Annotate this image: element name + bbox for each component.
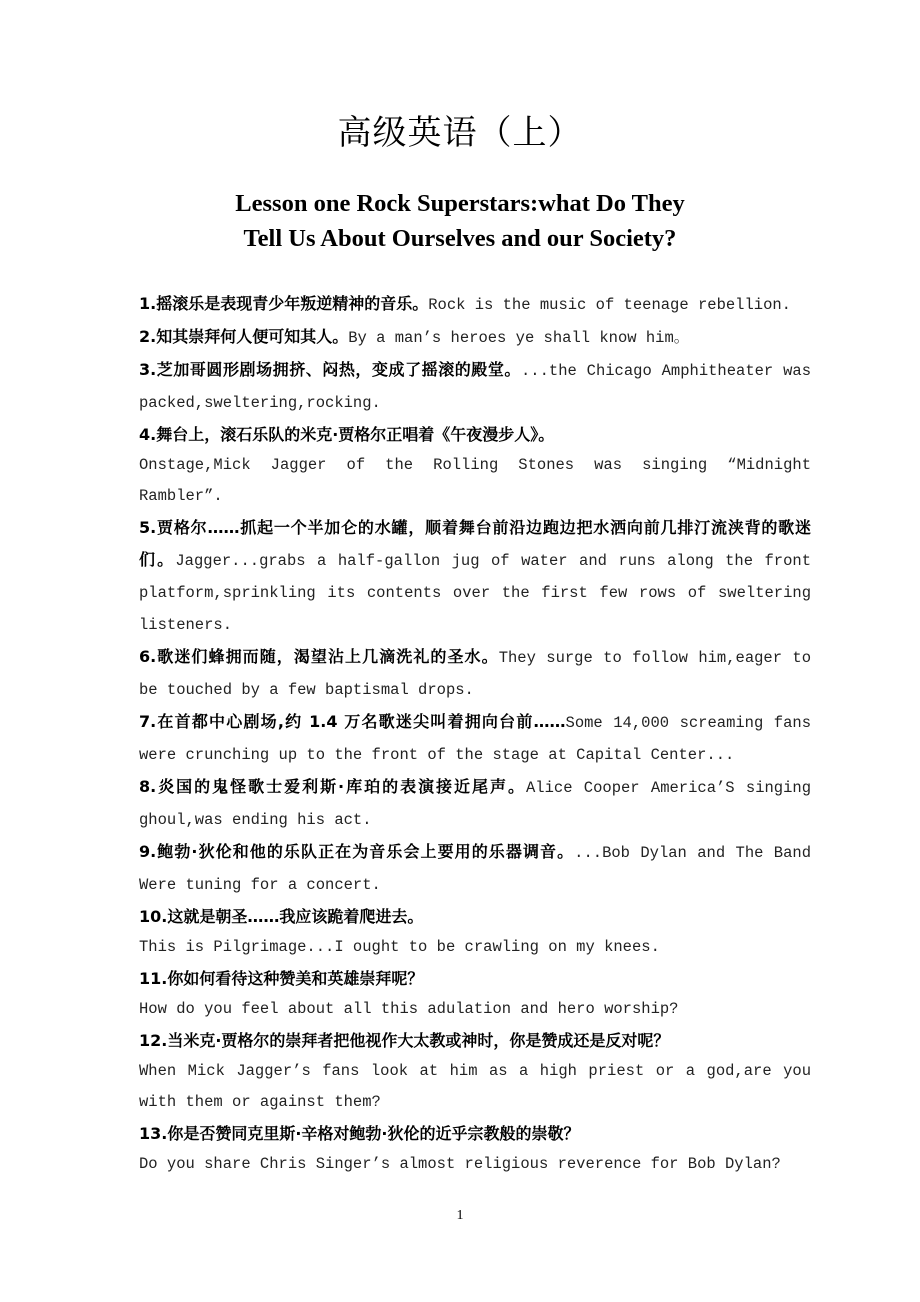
sentence-item (139, 836, 811, 901)
english-sentence: This is Pilgrimage...I ought to be crawling on my knees. (139, 938, 660, 956)
sentence-list (139, 288, 811, 1180)
english-sentence: ...Bob Dylan and The Band Were tuning for a concert. (139, 844, 811, 894)
sentence-item (139, 963, 811, 1025)
chinese-sentence: 10.这就是朝圣……我应该跪着爬进去。 (139, 907, 424, 926)
chinese-sentence: 13.你是否赞同克里斯·辛格对鲍勃·狄伦的近乎宗教般的崇敬？ (139, 1124, 580, 1143)
sentence-item (139, 288, 811, 321)
sentence-item (139, 1118, 811, 1180)
chinese-sentence: 3.芝加哥圆形剧场拥挤、闷热，变成了摇滚的殿堂。 (139, 360, 521, 379)
english-sentence: By a man’s heroes ye shall know him。 (348, 329, 690, 347)
english-sentence: When Mick Jagger’s fans look at him as a high priest or a god,are you with them or against them? (139, 1062, 811, 1111)
english-sentence: Some 14,000 screaming fans were crunching up to the front of the stage at Capital Center... (139, 714, 811, 764)
lesson-title (0, 186, 920, 256)
page-title: 高级英语（上） (337, 113, 583, 153)
english-sentence: ...the Chicago Amphitheater was packed,sweltering,rocking. (139, 362, 811, 412)
lesson-title-line-1: Lesson one Rock Superstars:what Do They (235, 190, 685, 217)
sentence-item (139, 1025, 811, 1118)
chinese-sentence: 12.当米克·贾格尔的崇拜者把他视作大太教或神时，你是赞成还是反对呢？ (139, 1031, 670, 1050)
english-sentence: Onstage,Mick Jagger of the Rolling Stones was singing “Midnight Rambler”. (139, 456, 811, 505)
english-sentence: Do you share Chris Singer’s almost religious reverence for Bob Dylan? (139, 1155, 781, 1173)
sentence-item (139, 512, 811, 641)
english-sentence: Jagger...grabs a half-gallon jug of water and runs along the front platform,sprinkling its contents over the first few rows of sweltering listeners. (139, 552, 811, 634)
chinese-sentence: 8.炎国的鬼怪歌士爱利斯·库珀的表演接近尾声。 (139, 777, 526, 796)
sentence-item (139, 641, 811, 706)
chinese-sentence: 5.贾格尔……抓起一个半加仑的水罐，顺着舞台前沿边跑边把水洒向前几排汀流浃背的歌迷们。 (139, 518, 811, 569)
chinese-sentence: 7.在首都中心剧场,约 1.4 万名歌迷尖叫着拥向台前…… (139, 712, 566, 731)
english-sentence: Alice Cooper America’S singing ghoul,was ending his act. (139, 779, 812, 829)
sentence-item (139, 354, 811, 419)
chinese-sentence: 11.你如何看待这种赞美和英雄崇拜呢？ (139, 969, 424, 988)
chinese-sentence: 4.舞台上，滚石乐队的米克·贾格尔正唱着《午夜漫步人》。 (139, 425, 555, 444)
sentence-item (139, 771, 811, 836)
sentence-item (139, 901, 811, 963)
chinese-sentence: 6.歌迷们蜂拥而随，渴望沾上几滴洗礼的圣水。 (139, 647, 499, 666)
chinese-sentence: 1.摇滚乐是表现青少年叛逆精神的音乐。 (139, 294, 429, 313)
sentence-item (139, 321, 811, 354)
sentence-item (139, 419, 811, 512)
sentence-item (139, 706, 811, 771)
chinese-sentence: 9.鲍勃·狄伦和他的乐队正在为音乐会上要用的乐器调音。 (139, 842, 575, 861)
english-sentence: They surge to follow him,eager to be touched by a few baptismal drops. (139, 649, 812, 699)
page-number: 1 (456, 1208, 464, 1223)
english-sentence: Rock is the music of teenage rebellion. (428, 296, 791, 314)
chinese-sentence: 2.知其崇拜何人便可知其人。 (139, 327, 349, 346)
lesson-title-line-2: Tell Us About Ourselves and our Society? (243, 225, 677, 252)
english-sentence: How do you feel about all this adulation and hero worship? (139, 1000, 679, 1018)
